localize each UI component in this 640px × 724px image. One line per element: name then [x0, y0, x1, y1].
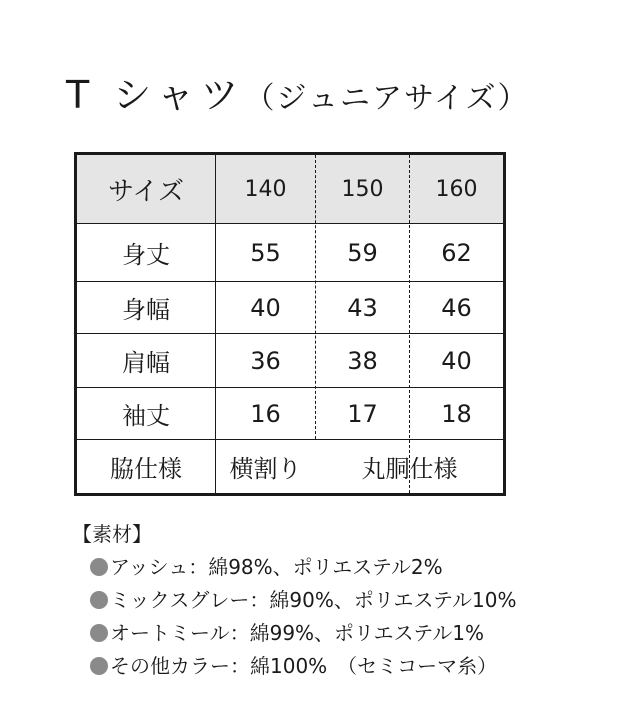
bullet-dot-icon	[90, 558, 108, 576]
material-item-text: その他カラー：綿100% （セミコーマ糸）	[110, 654, 498, 678]
row-label-width: 身幅	[122, 296, 170, 324]
materials-heading: 【素材】	[72, 522, 152, 546]
row-label-sleeve: 袖丈	[122, 402, 170, 430]
cell-length-150: 59	[347, 238, 378, 267]
material-item	[90, 584, 517, 617]
material-item-text: アッシュ：綿98%、ポリエステル2%	[110, 555, 443, 579]
cell-length-140: 55	[250, 238, 281, 267]
material-item-text: ミックスグレー：綿90%、ポリエステル10%	[110, 588, 517, 612]
cell-shoulder-140: 36	[250, 346, 281, 375]
title-main: T シャツ	[66, 73, 245, 117]
material-item	[90, 617, 517, 650]
header-size-140: 140	[244, 176, 287, 202]
title-subtitle: （ジュニアサイズ）	[244, 81, 530, 116]
cell-side-spec-140: 横割り	[229, 455, 302, 483]
cell-width-140: 40	[250, 293, 281, 322]
material-item	[90, 650, 517, 683]
page-title	[66, 66, 530, 128]
row-label-side-spec: 脇仕様	[110, 455, 182, 483]
bullet-dot-icon	[90, 657, 108, 675]
cell-sleeve-160: 18	[441, 399, 472, 428]
material-item-text: オートミール：綿99%、ポリエステル1%	[110, 621, 484, 645]
cell-shoulder-150: 38	[347, 346, 378, 375]
cell-width-150: 43	[347, 293, 378, 322]
material-item	[90, 551, 517, 584]
bullet-dot-icon	[90, 591, 108, 609]
header-size-label: サイズ	[108, 176, 184, 207]
size-table	[74, 152, 506, 496]
row-label-shoulder: 肩幅	[122, 349, 170, 377]
cell-length-160: 62	[441, 238, 472, 267]
cell-sleeve-150: 17	[347, 399, 378, 428]
bullet-dot-icon	[90, 624, 108, 642]
cell-shoulder-160: 40	[441, 346, 472, 375]
header-size-150: 150	[341, 176, 384, 202]
header-size-160: 160	[435, 176, 478, 202]
cell-width-160: 46	[441, 293, 472, 322]
row-label-length: 身丈	[122, 241, 170, 269]
cell-sleeve-140: 16	[250, 399, 281, 428]
materials-section	[72, 518, 517, 683]
cell-side-spec-150-160: 丸胴仕様	[361, 455, 458, 483]
